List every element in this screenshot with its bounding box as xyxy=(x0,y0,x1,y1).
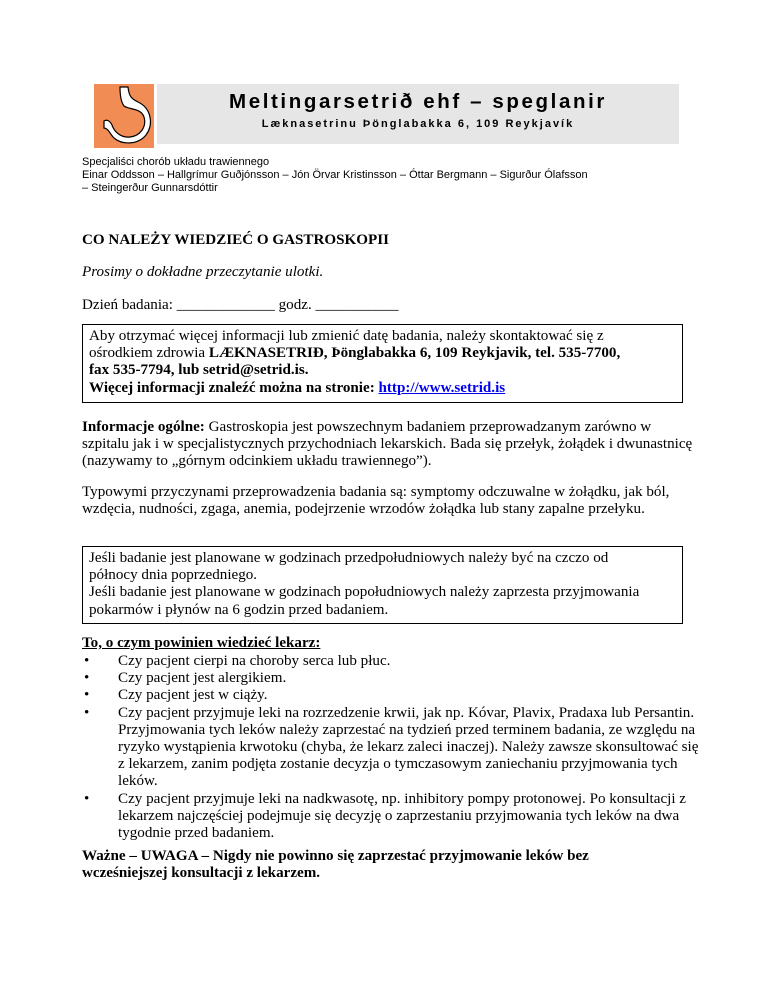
list-item xyxy=(82,791,702,843)
list-item xyxy=(82,705,702,791)
contact-line-4 xyxy=(89,380,676,397)
specialists-names: Einar Oddsson – Hallgrímur Guðjónsson – Jón Örvar Kristinsson – Óttar Bergmann – Sigurður Ólafsson xyxy=(82,169,588,181)
fasting-line-1: Jeśli badanie jest planowane w godzinach przedpołudniowych należy być na czczo od xyxy=(89,550,609,566)
exam-date-line xyxy=(82,297,697,314)
clinic-address: Læknasetrinu Þönglabakka 6, 109 Reykjavík xyxy=(261,118,575,130)
fax-email: fax 535-7794, lub setrid@setrid.is. xyxy=(89,362,309,379)
bullet-icon: • xyxy=(84,687,90,704)
doctor-checklist xyxy=(82,653,702,842)
fasting-line-4: pokarmów i płynów na 6 godzin przed badaniem. xyxy=(89,601,389,618)
bullet-icon: • xyxy=(84,704,90,721)
reasons-paragraph: Typowymi przyczynami przeprowadzenia badania są: symptomy odczuwalne w żołądku, jak ból, wzdęcia, nudności, zgaga, anemia, podejrzenie wrzodów żołądka lub stany zapalne przełyku. xyxy=(82,484,670,518)
general-info-paragraph xyxy=(82,419,697,471)
page-title: CO NALEŻY WIEDZIEĆ O GASTROSKOPII xyxy=(82,232,389,248)
list-item-text: Czy pacjent przyjmuje leki na nadkwasotę, np. inhibitory pompy protonowej. Po konsultacji z lekarzem najczęściej podejmuje się decyzję o zaprzestaniu przyjmowania tych leków na dwa tygodnie przed badaniem. xyxy=(118,790,686,842)
list-item-text: Czy pacjent cierpi na choroby serca lub płuc. xyxy=(118,653,391,669)
bullet-icon: • xyxy=(84,653,90,669)
bullet-icon: • xyxy=(84,670,90,687)
fasting-box xyxy=(82,546,683,624)
date-blank: _____________ xyxy=(176,297,275,313)
intro-text: Prosimy o dokładne przeczytanie ulotki. xyxy=(82,264,324,280)
general-info-text: Gastroskopia jest powszechnym badaniem przeprowadzanym zarówno w szpitalu jak i w specjalistycznych przychodniach lekarskich. Bada się przełyk, żołądek i dwunastnicę (nazywamy to „górnym odcinkiem układu trawiennego”). xyxy=(82,419,693,470)
clinic-title: Meltingarsetrið ehf – speglanir xyxy=(229,90,607,113)
specialists-names-cont: – Steingerður Gunnarsdóttir xyxy=(82,182,218,194)
list-item-text: Czy pacjent jest w ciąży. xyxy=(118,687,268,704)
more-info-label: Więcej informacji znaleźć można na stronie: xyxy=(89,379,379,396)
bullet-icon: • xyxy=(84,790,90,807)
specialists-heading: Specjaliści chorób układu trawiennego xyxy=(82,156,270,168)
time-blank: ___________ xyxy=(315,297,399,313)
list-item-text: Czy pacjent jest alergikiem. xyxy=(118,670,287,687)
contact-line-1: Aby otrzymać więcej informacji lub zmienić datę badania, należy skontaktować się z xyxy=(89,328,604,344)
stomach-icon xyxy=(94,84,154,148)
contact-line-3 xyxy=(89,362,676,379)
fasting-line-3: Jeśli badanie jest planowane w godzinach popołudniowych należy zaprzesta przyjmowania xyxy=(89,584,640,601)
contact-line-2 xyxy=(89,345,676,362)
date-label: Dzień badania: xyxy=(82,297,173,313)
list-item xyxy=(82,670,702,687)
fasting-line-2: północy dnia poprzedniego. xyxy=(89,567,258,584)
time-label: godz. xyxy=(278,297,312,313)
clinic-contact: LÆKNASETRIÐ, Þönglabakka 6, 109 Reykjavik, tel. 535-7700, xyxy=(208,345,621,362)
doctor-section-heading: To, o czym powinien wiedzieć lekarz: xyxy=(82,635,321,651)
list-item xyxy=(82,687,702,704)
warning-text: Ważne – UWAGA – Nigdy nie powinno się zaprzestać przyjmowanie leków bez wcześniejszej konsultacji z lekarzem. xyxy=(82,848,589,882)
general-info-label: Informacje ogólne: xyxy=(82,419,205,435)
contact-text: ośrodkiem zdrowia xyxy=(89,345,209,362)
website-link[interactable]: http://www.setrid.is xyxy=(378,379,506,396)
list-item xyxy=(82,653,702,670)
list-item-text: Czy pacjent przyjmuje leki na rozrzedzenie krwii, jak np. Kóvar, Plavix, Pradaxa lub Persantin. Przyjmowania tych leków należy zaprzestać na tydzień przed terminem badania, ze względu na ryzyko wystąpienia krwotoku (chyba, że lekarz zaleci inaczej). Należy zawsze skonsultować się z lekarzem, zanim podjęta zostanie decyzja o tymczasowym zaniechaniu przyjmowania tych leków. xyxy=(118,704,699,790)
contact-box xyxy=(82,324,683,403)
